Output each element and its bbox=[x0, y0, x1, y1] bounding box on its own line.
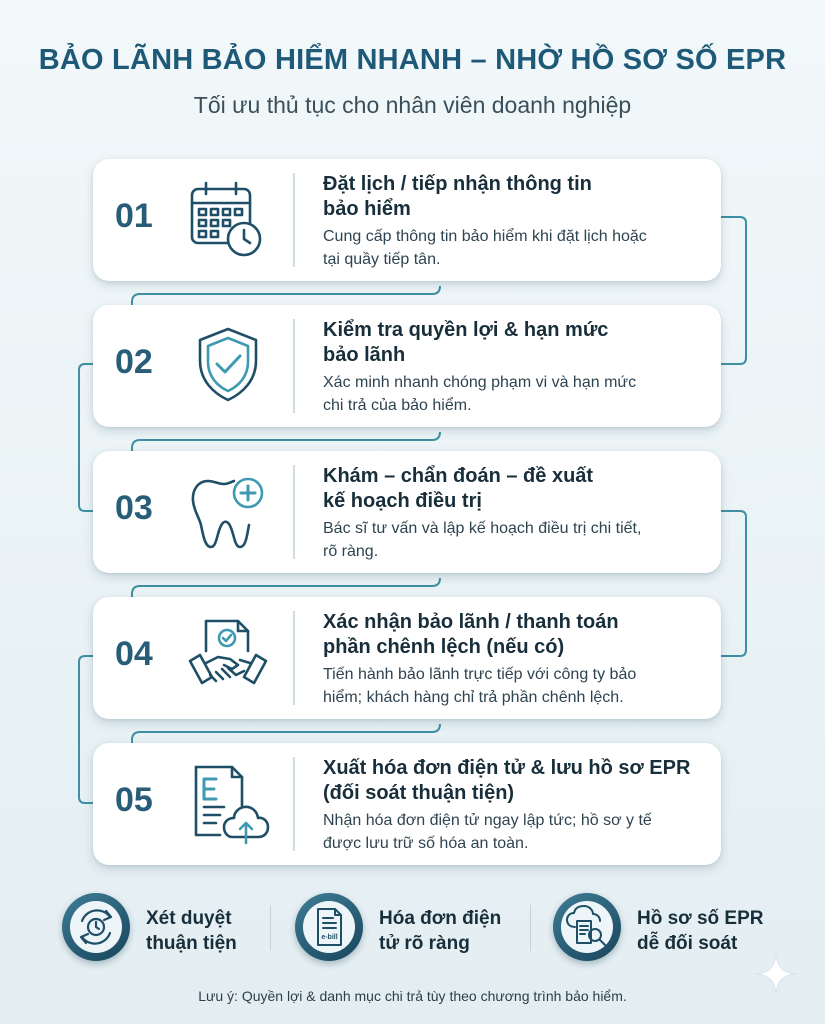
step-description: Xác minh nhanh chóng phạm vi và hạn mức chi trả của bảo hiểm. bbox=[323, 374, 637, 414]
step-description: Nhận hóa đơn điện tử ngay lập tức; hồ sơ y tế được lưu trữ số hóa an toàn. bbox=[323, 812, 652, 852]
feature-divider bbox=[530, 905, 531, 951]
card-divider bbox=[293, 319, 295, 413]
feature-clear-einvoice bbox=[295, 893, 525, 963]
feature-badge bbox=[295, 893, 363, 961]
card-divider bbox=[293, 611, 295, 705]
step-title: Xuất hóa đơn điện tử & lưu hồ sơ EPR (đối soát thuận tiện) bbox=[323, 757, 691, 804]
card-divider bbox=[293, 465, 295, 559]
feature-label: Xét duyệt thuận tiện bbox=[146, 908, 237, 954]
shield-check-icon bbox=[186, 323, 270, 407]
cloud-search-icon bbox=[561, 901, 613, 953]
ebill-icon-text: e-bill bbox=[321, 934, 338, 941]
step-title: Khám – chẩn đoán – đề xuất kế hoạch điều trị bbox=[323, 465, 594, 512]
step-card-4 bbox=[93, 597, 721, 719]
footer-note: Lưu ý: Quyền lợi & danh mục chi trả tùy theo chương trình bảo hiểm. bbox=[198, 988, 627, 1004]
page-subtitle: Tối ưu thủ tục cho nhân viên doanh nghiệp bbox=[193, 92, 632, 118]
step-description: Bác sĩ tư vấn và lập kế hoạch điều trị chi tiết, rõ ràng. bbox=[323, 520, 642, 560]
clock-refresh-icon bbox=[70, 901, 122, 953]
step-number: 02 bbox=[115, 343, 153, 381]
step-number: 04 bbox=[115, 635, 153, 673]
card-divider bbox=[293, 757, 295, 851]
step-card-3 bbox=[93, 451, 721, 573]
feature-quick-approval bbox=[62, 893, 262, 963]
feature-label: Hóa đơn điện tử rõ ràng bbox=[379, 908, 502, 954]
tooth-plus-icon bbox=[186, 469, 270, 553]
step-number: 05 bbox=[115, 781, 153, 819]
step-title: Đặt lịch / tiếp nhận thông tin bảo hiểm bbox=[323, 173, 592, 220]
feature-badge bbox=[62, 893, 130, 961]
step-card-2 bbox=[93, 305, 721, 427]
sparkle-icon bbox=[754, 952, 798, 996]
step-card-1 bbox=[93, 159, 721, 281]
step-title: Kiểm tra quyền lợi & hạn mức bảo lãnh bbox=[323, 319, 609, 366]
step-number: 01 bbox=[115, 197, 153, 235]
ebill-icon bbox=[303, 901, 355, 953]
feature-label: Hồ sơ số EPR dễ đối soát bbox=[637, 908, 764, 954]
feature-epr-reconcile bbox=[553, 893, 783, 963]
feature-divider bbox=[270, 905, 271, 951]
step-description: Tiến hành bảo lãnh trực tiếp với công ty bảo hiểm; khách hàng chỉ trả phần chênh lệch. bbox=[323, 666, 637, 706]
calendar-clock-icon bbox=[186, 177, 270, 261]
step-number: 03 bbox=[115, 489, 153, 527]
step-title: Xác nhận bảo lãnh / thanh toán phần chênh lệch (nếu có) bbox=[323, 611, 619, 658]
step-card-5 bbox=[93, 743, 721, 865]
step-description: Cung cấp thông tin bảo hiểm khi đặt lịch hoặc tại quầy tiếp tân. bbox=[323, 228, 647, 268]
handshake-document-icon bbox=[186, 615, 270, 699]
page-title: BẢO LÃNH BẢO HIỂM NHANH – NHỜ HỒ SƠ SỐ EPR bbox=[38, 44, 787, 76]
feature-badge bbox=[553, 893, 621, 961]
invoice-cloud-icon bbox=[186, 761, 270, 845]
card-divider bbox=[293, 173, 295, 267]
